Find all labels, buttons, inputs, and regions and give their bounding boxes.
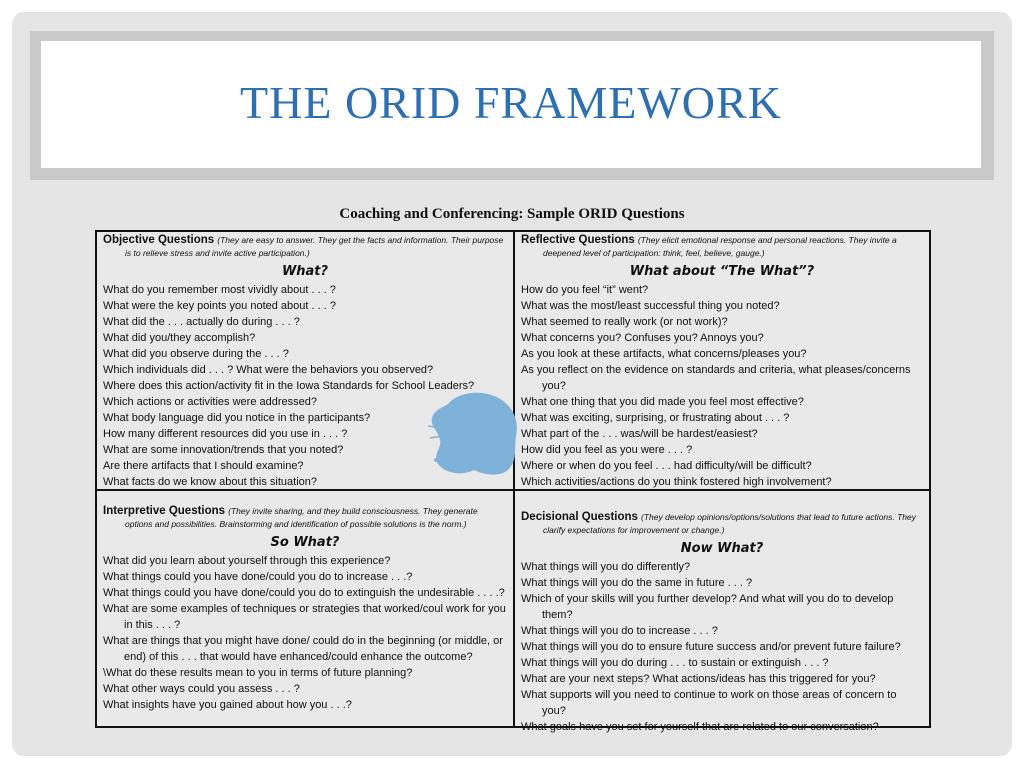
interpretive-question: What insights have you gained about how you . . .? <box>103 699 352 711</box>
reflective-question: How did you feel as you were . . . ? <box>521 444 693 456</box>
objective-question: Are there artifacts that I should examine? <box>103 460 304 472</box>
interpretive-question: What are things that you might have done/ could do in the beginning (or middle, or end) of this . . . that would have enhanced/could enhance the outcome? <box>103 635 503 663</box>
decisional-question: What are your next steps? What actions/ideas has this triggered for you? <box>521 673 876 685</box>
ink-blot-splash-dot <box>434 458 438 462</box>
decisional-question: Which of your skills will you further develop? And what will you do to develop them? <box>521 593 894 621</box>
interpretive-question: What are some examples of techniques or strategies that worked/coul work for you in this . . . ? <box>103 603 506 631</box>
interpretive-question: What things could you have done/could you do to increase . . .? <box>103 571 413 583</box>
slide-title: THE ORID FRAMEWORK <box>240 77 782 128</box>
objective-question: Where does this action/activity fit in the Iowa Standards for School Leaders? <box>103 380 475 392</box>
objective-header <box>103 234 507 260</box>
blue-ink-blot-shape <box>422 390 522 480</box>
reflective-question: What concerns you? Confuses you? Annoys you? <box>521 332 764 344</box>
title-box <box>41 41 981 168</box>
objective-question: What do you remember most vividly about . . . ? <box>103 284 336 296</box>
objective-note: (They are easy to answer. They get the facts and information. Their purpose is to relieve stress and invite active participation.) <box>125 235 504 258</box>
decisional-question: What supports will you need to continue to work on those areas of concern to you? <box>521 689 897 717</box>
objective-question: What did you/they accomplish? <box>103 332 256 344</box>
reflective-label: Reflective Questions <box>521 234 635 246</box>
objective-question: What were the key points you noted about . . . ? <box>103 300 336 312</box>
reflective-cell <box>515 232 929 492</box>
reflective-subtitle: What about “The What”? <box>629 264 815 279</box>
reflective-note: (They elicit emotional response and personal reactions. They invite a deepened level of participation: think, feel, believe, gauge.) <box>543 235 897 258</box>
decisional-question: What things will you do during . . . to sustain or extinguish . . . ? <box>521 657 829 669</box>
interpretive-cell <box>97 491 513 715</box>
reflective-question: What one thing that you did made you feel most effective? <box>521 396 804 408</box>
objective-label: Objective Questions <box>103 234 215 246</box>
reflective-question: What was the most/least successful thing you noted? <box>521 300 780 312</box>
objective-question: What did you observe during the . . . ? <box>103 348 289 360</box>
reflective-question: Which activities/actions do you think fostered high involvement? <box>521 476 832 488</box>
decisional-question: What things will you do to increase . . . ? <box>521 625 718 637</box>
objective-question: What did the . . . actually do during . . . ? <box>103 316 300 328</box>
decisional-note: (They develop opinions/options/solutions that lead to future actions. They clarify expectations for improvement or change.) <box>543 512 917 535</box>
interpretive-question: What things could you have done/could you do to extinguish the undesirable . . . .? <box>103 587 505 599</box>
interpretive-question: What other ways could you assess . . . ? <box>103 683 300 695</box>
objective-question: Which actions or activities were addressed? <box>103 396 317 408</box>
decisional-question: What things will you do the same in future . . . ? <box>521 577 753 589</box>
interpretive-question: What did you learn about yourself through this experience? <box>103 555 391 567</box>
objective-question: What are some innovation/trends that you noted? <box>103 444 344 456</box>
interpretive-subtitle: So What? <box>270 535 340 550</box>
interpretive-question: \What do these results mean to you in terms of future planning? <box>103 667 413 679</box>
reflective-header <box>521 234 923 260</box>
objective-question: What facts do we know about this situation? <box>103 476 318 488</box>
reflective-question: What was exciting, surprising, or frustrating about . . . ? <box>521 412 790 424</box>
ink-blot-fill <box>432 393 517 475</box>
document-heading: Coaching and Conferencing: Sample ORID Questions <box>339 206 685 222</box>
reflective-question: How do you feel “it” went? <box>521 284 649 296</box>
reflective-question: As you reflect on the evidence on standards and criteria, what pleases/concerns you? <box>521 364 911 392</box>
decisional-label: Decisional Questions <box>521 511 638 523</box>
objective-subtitle: What? <box>281 264 329 279</box>
decisional-question: What goals have you set for yourself that are related to our conversation? <box>521 721 879 733</box>
reflective-question: As you look at these artifacts, what concerns/pleases you? <box>521 348 807 360</box>
interpretive-header <box>103 505 507 531</box>
objective-question: What body language did you notice in the participants? <box>103 412 371 424</box>
decisional-subtitle: Now What? <box>680 541 764 556</box>
reflective-question: What part of the . . . was/will be hardest/easiest? <box>521 428 758 440</box>
reflective-question: Where or when do you feel . . . had difficulty/will be difficult? <box>521 460 812 472</box>
decisional-question: What things will you do differently? <box>521 561 691 573</box>
decisional-question-list <box>521 559 923 735</box>
reflective-question: What seemed to really work (or not work)? <box>521 316 728 328</box>
decisional-question: What things will you do to ensure future success and/or prevent future failure? <box>521 641 901 653</box>
interpretive-label: Interpretive Questions <box>103 505 226 517</box>
reflective-question-list <box>521 282 923 490</box>
decisional-cell <box>515 491 929 737</box>
objective-question: Which individuals did . . . ? What were the behaviors you observed? <box>103 364 434 376</box>
interpretive-note: (They invite sharing, and they build consciousness. They generate options and possibilities. Brainstorming and identification of possible solutions is the norm.) <box>125 506 478 529</box>
decisional-header <box>521 511 923 537</box>
interpretive-question-list <box>103 553 507 713</box>
objective-question: How many different resources did you use in . . . ? <box>103 428 348 440</box>
